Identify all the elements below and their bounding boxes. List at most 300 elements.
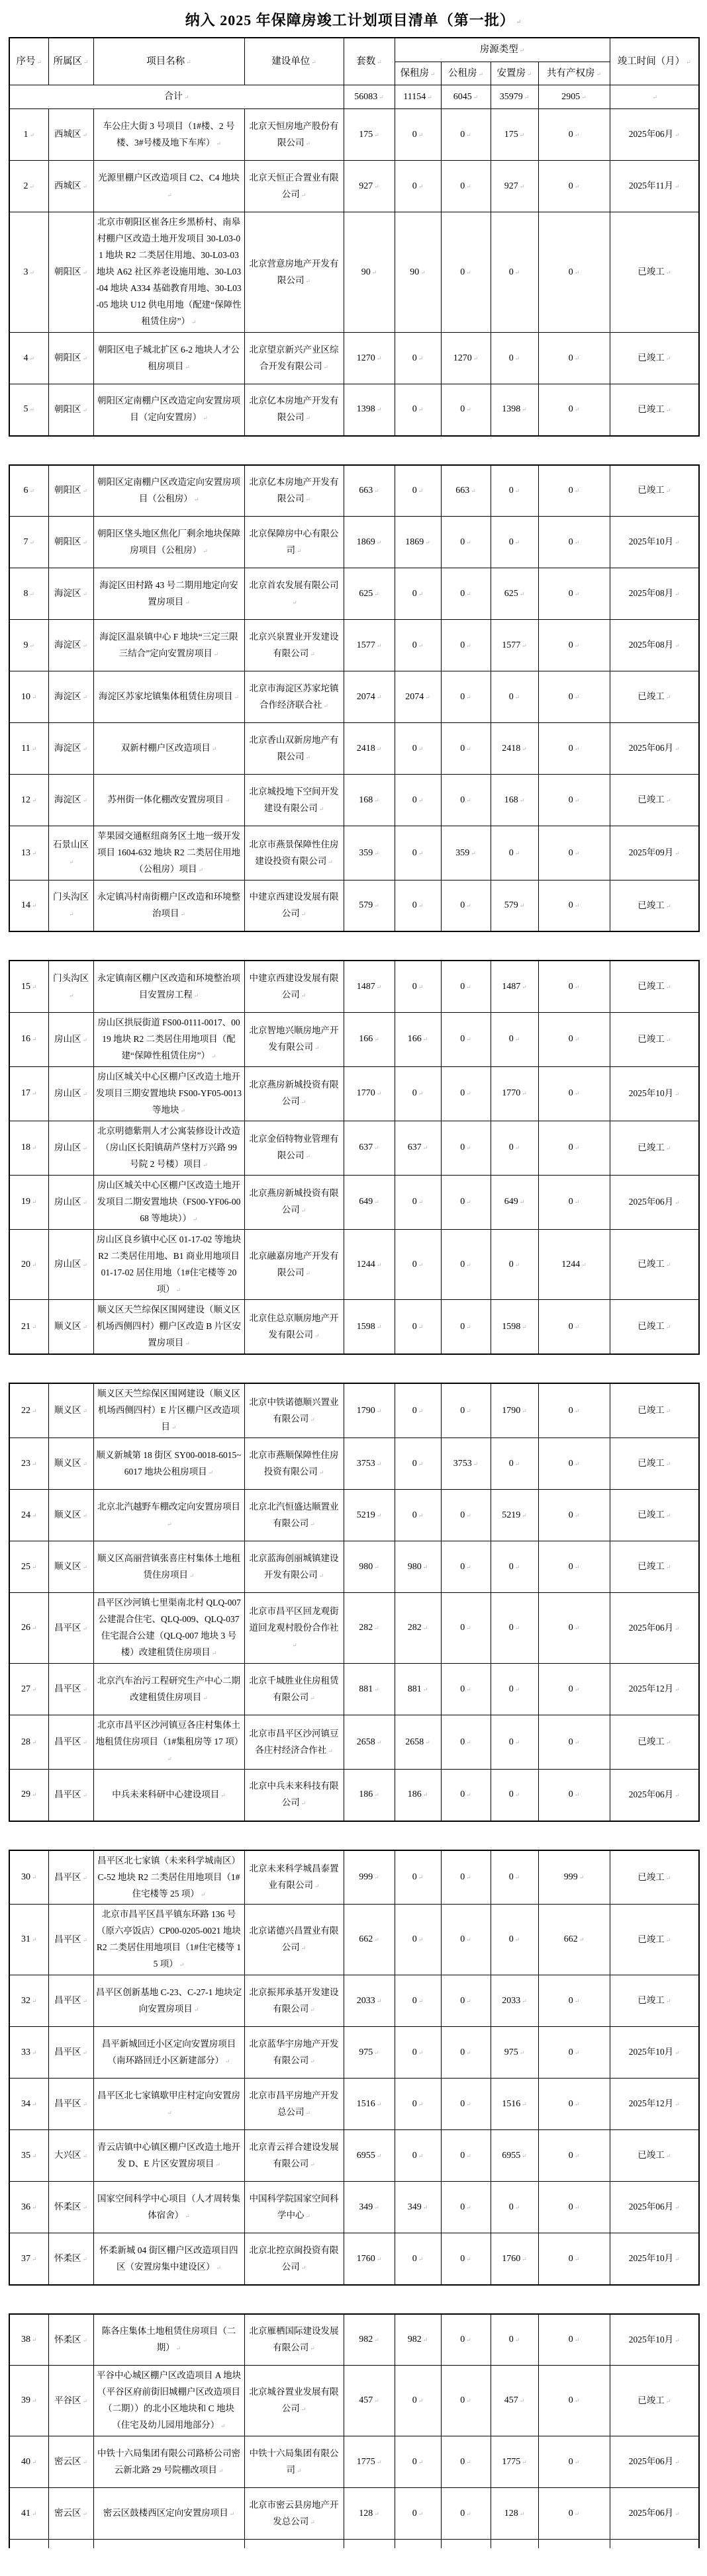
cell-gycq: 1244 ↵	[538, 1229, 610, 1300]
cell-units: 56083 ↵	[344, 85, 395, 109]
cell-units: 881 ↵	[344, 1664, 395, 1715]
cell-district: 平谷区 ↵	[48, 2366, 93, 2436]
col-header-gzf: 公租房 ↵	[441, 62, 491, 85]
cell-azf: 0 ↵	[491, 1121, 538, 1175]
table-row	[9, 161, 699, 212]
cell-azf: 1516 ↵	[491, 2079, 538, 2130]
header-row-1	[9, 38, 699, 62]
cell-bzf: 0 ↵	[395, 333, 441, 384]
cell-gzf: 0 ↵	[441, 723, 491, 775]
table-page-1	[9, 37, 707, 437]
cell-seq: 33 ↵	[9, 2027, 48, 2079]
cell-project: 青云店镇中心镇区棚户区改造土地开发 D、E 片区安置房项目 ↵	[93, 2130, 244, 2182]
table-row	[9, 1438, 699, 1490]
cell-project: 北京明德紫荆人才公寓装修设计改造（房山区长阳镇葫芦垡村万兴路 99 号院 2 号楼）项目 ↵	[93, 1121, 244, 1175]
cell-units: 1244 ↵	[344, 1229, 395, 1300]
cell-builder: 北京首农发展有限公司 ↵	[244, 568, 344, 620]
cell-seq: 10 ↵	[9, 671, 48, 723]
cell-project: 北京市昌平区沙河镇豆各庄村集体土地租赁住房项目（1#集租房等 17 项） ↵	[93, 1715, 244, 1770]
cell-bzf: 166 ↵	[395, 1012, 441, 1066]
cell-completion: 2025年06月 ↵	[610, 1770, 699, 1821]
cell-gycq: 0 ↵	[538, 1383, 610, 1438]
table-row	[9, 2233, 699, 2285]
cell-completion: 已竣工 ↵	[610, 1490, 699, 1541]
cell-seq: 17 ↵	[9, 1066, 48, 1121]
cell-azf: 1487 ↵	[491, 961, 538, 1012]
table-header	[9, 38, 699, 85]
cell-completion: 已竣工 ↵	[610, 465, 699, 517]
cell-district: 朝阳区 ↵	[48, 465, 93, 517]
cell-gzf	[441, 2540, 491, 2548]
col-header-bzf: 保租房 ↵	[395, 62, 441, 85]
cell-gycq: 0 ↵	[538, 2314, 610, 2366]
cell-azf: 175 ↵	[491, 109, 538, 161]
cell-bzf: 90 ↵	[395, 212, 441, 333]
cell-gzf: 0 ↵	[441, 2233, 491, 2285]
cell-completion: 已竣工 ↵	[610, 1121, 699, 1175]
cell-gzf: 0 ↵	[441, 1770, 491, 1821]
cell-builder: 北京诺德兴昌置业有限公司 ↵	[244, 1905, 344, 1975]
cell-project: 朝阳区定南棚户区改造定向安置房项目（公租房） ↵	[93, 465, 244, 517]
cell-gzf: 0 ↵	[441, 568, 491, 620]
cell-seq: 36 ↵	[9, 2182, 48, 2233]
cell-azf: 1760 ↵	[491, 2233, 538, 2285]
cell-gzf: 663 ↵	[441, 465, 491, 517]
cell-district: 海淀区 ↵	[48, 671, 93, 723]
cell-completion: 已竣工 ↵	[610, 1975, 699, 2027]
cell-units: 1790 ↵	[344, 1383, 395, 1438]
cell-district: 石景山区 ↵	[48, 826, 93, 880]
cell-azf: 649 ↵	[491, 1175, 538, 1229]
cell-gycq: 0 ↵	[538, 1175, 610, 1229]
cell-units: 6955 ↵	[344, 2130, 395, 2182]
cell-completion	[610, 85, 699, 109]
cell-gycq: 0 ↵	[538, 1770, 610, 1821]
cell-project: 昌平新城回迁小区定向安置房项目（南环路回迁小区新建部分） ↵	[93, 2027, 244, 2079]
table-row	[9, 384, 699, 436]
cell-gycq: 0 ↵	[538, 2233, 610, 2285]
cell-units: 349 ↵	[344, 2182, 395, 2233]
cell-bzf: 0 ↵	[395, 620, 441, 671]
cell-district: 顺义区 ↵	[48, 1541, 93, 1593]
cell-gycq: 0 ↵	[538, 671, 610, 723]
cell-azf: 0 ↵	[491, 1229, 538, 1300]
cell-gycq: 0 ↵	[538, 826, 610, 880]
cell-district: 朝阳区 ↵	[48, 333, 93, 384]
cell-units: 5219 ↵	[344, 1490, 395, 1541]
cell-seq: 7 ↵	[9, 517, 48, 568]
cell-builder: 北京中兵未来科技有限公司 ↵	[244, 1770, 344, 1821]
cell-completion: 已竣工 ↵	[610, 1541, 699, 1593]
cell-completion: 已竣工 ↵	[610, 775, 699, 826]
cell-units: 175 ↵	[344, 109, 395, 161]
cell-seq: 19 ↵	[9, 1175, 48, 1229]
cell-azf: 1598 ↵	[491, 1300, 538, 1354]
table-row	[9, 1229, 699, 1300]
cell-builder: 北京市密云县房地产开发总公司 ↵	[244, 2488, 344, 2540]
cell-builder: 北京中铁诺德顺兴置业有限公司 ↵	[244, 1383, 344, 1438]
cell-gycq: 0 ↵	[538, 161, 610, 212]
cell-gzf: 0 ↵	[441, 2130, 491, 2182]
cell-district: 怀柔区 ↵	[48, 2314, 93, 2366]
cell-seq: 15 ↵	[9, 961, 48, 1012]
cell-seq: 41 ↵	[9, 2488, 48, 2540]
cell-azf: 1775 ↵	[491, 2436, 538, 2488]
cell-district: 房山区 ↵	[48, 1229, 93, 1300]
cell-completion: 已竣工 ↵	[610, 880, 699, 931]
cell-seq: 27 ↵	[9, 1664, 48, 1715]
cell-units	[344, 2540, 395, 2548]
cell-gzf: 0 ↵	[441, 517, 491, 568]
cell-completion: 已竣工 ↵	[610, 1715, 699, 1770]
cell-seq: 30 ↵	[9, 1850, 48, 1905]
cell-gzf: 0 ↵	[441, 1229, 491, 1300]
cell-azf: 2418 ↵	[491, 723, 538, 775]
table-row	[9, 109, 699, 161]
cell-completion: 已竣工 ↵	[610, 2130, 699, 2182]
cell-gycq: 0 ↵	[538, 1664, 610, 1715]
cell-completion: 已竣工 ↵	[610, 384, 699, 436]
cell-completion: 2025年10月 ↵	[610, 2027, 699, 2079]
cell-project: 房山区拱辰街道 FS00-0111-0017、0019 地块 R2 二类居住用地项目（配建“保障性租赁住房”） ↵	[93, 1012, 244, 1066]
cell-district: 昌平区 ↵	[48, 1593, 93, 1664]
cell-gycq: 0 ↵	[538, 1975, 610, 2027]
cell-azf: 1770 ↵	[491, 1066, 538, 1121]
cell-gycq: 0 ↵	[538, 1593, 610, 1664]
cell-district: 昌平区 ↵	[48, 1975, 93, 2027]
cell-seq: 34 ↵	[9, 2079, 48, 2130]
cell-project: 朝阳区垡头地区焦化厂剩余地块保障房项目（公租房） ↵	[93, 517, 244, 568]
cell-units: 975 ↵	[344, 2027, 395, 2079]
cell-seq: 28 ↵	[9, 1715, 48, 1770]
cell-completion: 2025年06月 ↵	[610, 2436, 699, 2488]
cell-azf: 2033 ↵	[491, 1975, 538, 2027]
cell-completion: 2025年10月 ↵	[610, 2233, 699, 2285]
projects-table	[9, 37, 700, 437]
col-header-azf: 安置房 ↵	[491, 62, 538, 85]
cell-seq: 6 ↵	[9, 465, 48, 517]
cell-seq: 40 ↵	[9, 2436, 48, 2488]
cell-bzf: 0 ↵	[395, 880, 441, 931]
table-row	[9, 1715, 699, 1770]
cell-gycq: 2905 ↵	[538, 85, 610, 109]
table-row	[9, 2182, 699, 2233]
cell-district: 昌平区 ↵	[48, 1905, 93, 1975]
projects-table	[9, 1383, 700, 1821]
cell-seq: 35 ↵	[9, 2130, 48, 2182]
table-body-2	[9, 465, 699, 932]
cell-completion: 2025年06月 ↵	[610, 1175, 699, 1229]
cell-units: 1598 ↵	[344, 1300, 395, 1354]
cell-gycq: 0 ↵	[538, 2366, 610, 2436]
cell-builder: 北京燕房新城投资有限公司 ↵	[244, 1066, 344, 1121]
cell-completion: 已竣工 ↵	[610, 1012, 699, 1066]
table-body-5	[9, 1850, 699, 2285]
cell-builder: 北京雁栖国际建设发展有限公司 ↵	[244, 2314, 344, 2366]
cell-gzf: 0 ↵	[441, 1541, 491, 1593]
cell-gycq: 999 ↵	[538, 1850, 610, 1905]
table-row	[9, 212, 699, 333]
cell-gzf: 0 ↵	[441, 1664, 491, 1715]
cell-completion: 2025年10月 ↵	[610, 1066, 699, 1121]
cell-completion: 已竣工 ↵	[610, 1850, 699, 1905]
cell-district: 海淀区 ↵	[48, 723, 93, 775]
cell-gzf: 6045 ↵	[441, 85, 491, 109]
cell-units: 982 ↵	[344, 2314, 395, 2366]
cell-gzf: 0 ↵	[441, 1715, 491, 1770]
cell-units: 662 ↵	[344, 1905, 395, 1975]
cell-bzf: 0 ↵	[395, 723, 441, 775]
cell-gycq: 0 ↵	[538, 2130, 610, 2182]
cell-units: 1487 ↵	[344, 961, 395, 1012]
cell-completion: 2025年06月 ↵	[610, 723, 699, 775]
cell-seq: 5 ↵	[9, 384, 48, 436]
cell-gycq: 0 ↵	[538, 1438, 610, 1490]
cell-gzf: 0 ↵	[441, 384, 491, 436]
table-page-5	[9, 1850, 707, 2286]
cell-gycq: 0 ↵	[538, 1490, 610, 1541]
cell-builder: 北京智地兴顺房地产开发有限公司 ↵	[244, 1012, 344, 1066]
cell-completion: 2025年06月 ↵	[610, 2488, 699, 2540]
cell-azf: 625 ↵	[491, 568, 538, 620]
cell-project: 车公庄大街 3 号项目（1#楼、2 号楼、3#号楼及地下车库） ↵	[93, 109, 244, 161]
cell-gzf: 0 ↵	[441, 109, 491, 161]
cell-azf: 1790 ↵	[491, 1383, 538, 1438]
cell-district: 西城区 ↵	[48, 109, 93, 161]
cell-builder: 北京市昌平区沙河镇豆各庄村经济合作社 ↵	[244, 1715, 344, 1770]
cell-azf: 0 ↵	[491, 1905, 538, 1975]
cell-completion: 已竣工 ↵	[610, 212, 699, 333]
cell-gycq: 0 ↵	[538, 333, 610, 384]
projects-table	[9, 2313, 700, 2548]
cell-builder: 北京北汽恒盛达顺置业有限公司 ↵	[244, 1490, 344, 1541]
cell-builder: 北京香山双新房地产有限公司 ↵	[244, 723, 344, 775]
cell-district: 顺义区 ↵	[48, 1383, 93, 1438]
cell-project: 苹果园交通枢纽商务区土地一级开发项目 1604-632 地块 R2 二类居住用地（公租房）项目 ↵	[93, 826, 244, 880]
cell-units: 457 ↵	[344, 2366, 395, 2436]
cell-bzf: 0 ↵	[395, 1490, 441, 1541]
cell-completion: 2025年10月 ↵	[610, 2314, 699, 2366]
table-row	[9, 2366, 699, 2436]
page-title-text: 纳入 2025 年保障房竣工计划项目清单（第一批） ↵	[185, 12, 522, 28]
cell-builder: 北京天恒房地产股份有限公司 ↵	[244, 109, 344, 161]
cell-gycq: 0 ↵	[538, 2079, 610, 2130]
cell-units: 663 ↵	[344, 465, 395, 517]
cell-completion: 已竣工 ↵	[610, 1300, 699, 1354]
cell-bzf: 349 ↵	[395, 2182, 441, 2233]
cell-bzf: 0 ↵	[395, 1975, 441, 2027]
cell-units: 1270 ↵	[344, 333, 395, 384]
cell-gzf: 0 ↵	[441, 2182, 491, 2233]
cell-seq: 24 ↵	[9, 1490, 48, 1541]
cell-units: 1760 ↵	[344, 2233, 395, 2285]
cell-seq: 2 ↵	[9, 161, 48, 212]
cell-bzf: 0 ↵	[395, 1905, 441, 1975]
cell-project: 昌平区创新基地 C-23、C-27-1 地块定向安置房项目 ↵	[93, 1975, 244, 2027]
cell-gycq: 0 ↵	[538, 620, 610, 671]
cell-bzf: 2074 ↵	[395, 671, 441, 723]
cell-builder: 中国科学院国家空间科学中心 ↵	[244, 2182, 344, 2233]
cell-builder: 北京城谷置业发展有限公司 ↵	[244, 2366, 344, 2436]
cell-builder: 北京亿本房地产开发有限公司 ↵	[244, 384, 344, 436]
cell-builder: 北京燕房新城投资有限公司 ↵	[244, 1175, 344, 1229]
table-row	[9, 1770, 699, 1821]
col-header-project: 项目名称 ↵	[93, 38, 244, 85]
cell-gzf: 359 ↵	[441, 826, 491, 880]
cell-project: 昌平区北七家镇（未来科学城南区）C-52 地块 R2 二类居住用地项目（1#住宅楼等 25 项） ↵	[93, 1850, 244, 1905]
cell-project: 北京汽车治污工程研究生产中心二期改建租赁住房项目 ↵	[93, 1664, 244, 1715]
cell-gycq: 0 ↵	[538, 1066, 610, 1121]
table-row	[9, 465, 699, 517]
cell-project: 中铁十六局集团有限公司路桥公司密云新北路 29 号院棚改项目 ↵	[93, 2436, 244, 2488]
cell-gzf: 0 ↵	[441, 1066, 491, 1121]
cell-units: 359 ↵	[344, 826, 395, 880]
table-body-6	[9, 2314, 699, 2548]
cell-completion: 2025年12月 ↵	[610, 1664, 699, 1715]
table-row	[9, 1066, 699, 1121]
table-row	[9, 2314, 699, 2366]
total-row	[9, 85, 699, 109]
cell-gzf: 0 ↵	[441, 671, 491, 723]
cell-district: 昌平区 ↵	[48, 1850, 93, 1905]
table-body-3	[9, 961, 699, 1354]
cell-seq: 32 ↵	[9, 1975, 48, 2027]
table-row	[9, 1850, 699, 1905]
cell-builder: 北京振邦承基开发建设有限公司 ↵	[244, 1975, 344, 2027]
cell-district: 大兴区 ↵	[48, 2130, 93, 2182]
cell-bzf: 0 ↵	[395, 1229, 441, 1300]
table-row	[9, 1905, 699, 1975]
cell-completion: 2025年06月 ↵	[610, 109, 699, 161]
cell-seq	[9, 2540, 48, 2548]
cell-gzf: 0 ↵	[441, 161, 491, 212]
table-row	[9, 1175, 699, 1229]
cell-project: 房山区良乡镇中心区 01-17-02 等地块 R2 二类居住用地、B1 商业用地项目 01-17-02 居住用地（1#住宅楼等 20 项） ↵	[93, 1229, 244, 1300]
cell-project: 苏州街一体化棚改安置房项目 ↵	[93, 775, 244, 826]
cell-district: 门头沟区 ↵	[48, 880, 93, 931]
cell-builder: 北京市燕景保障性住房建设投资有限公司 ↵	[244, 826, 344, 880]
cell-gzf: 0 ↵	[441, 1905, 491, 1975]
cell-gycq: 0 ↵	[538, 723, 610, 775]
cell-completion: 已竣工 ↵	[610, 671, 699, 723]
cell-project: 永定镇冯村南街棚户区改造和环境整治项目 ↵	[93, 880, 244, 931]
cell-bzf: 186 ↵	[395, 1770, 441, 1821]
table-row	[9, 620, 699, 671]
cell-district: 朝阳区 ↵	[48, 517, 93, 568]
col-header-gycq: 共有产权房 ↵	[538, 62, 610, 85]
cell-gzf: 0 ↵	[441, 1975, 491, 2027]
cell-azf: 0 ↵	[491, 2182, 538, 2233]
cell-gycq: 0 ↵	[538, 2488, 610, 2540]
cell-gzf: 0 ↵	[441, 2488, 491, 2540]
table-row	[9, 723, 699, 775]
cell-gzf: 3753 ↵	[441, 1438, 491, 1490]
cell-project: 顺义区天竺综保区围网建设（顺义区机场西侧四村）棚户区改造 B 片区安置房项目 ↵	[93, 1300, 244, 1354]
cell-builder: 北京市昌平区回龙观街道回龙观村股份合作社 ↵	[244, 1593, 344, 1664]
cell-district: 朝阳区 ↵	[48, 212, 93, 333]
cell-builder: 北京市燕顺保障性住房投资有限公司 ↵	[244, 1438, 344, 1490]
cell-builder: 北京保障房中心有限公司 ↵	[244, 517, 344, 568]
col-header-type-group: 房源类型 ↵	[395, 38, 610, 62]
cell-azf: 0 ↵	[491, 1715, 538, 1770]
table-row	[9, 775, 699, 826]
cell-seq: 8 ↵	[9, 568, 48, 620]
cell-gzf: 0 ↵	[441, 1121, 491, 1175]
cell-units: 2418 ↵	[344, 723, 395, 775]
cell-project: 海淀区温泉镇中心 F 地块“三定三限三结合”定向安置房项目 ↵	[93, 620, 244, 671]
cell-gzf: 0 ↵	[441, 1300, 491, 1354]
cell-gycq: 0 ↵	[538, 880, 610, 931]
cell-bzf: 0 ↵	[395, 161, 441, 212]
cell-project: 光源里棚户区改造项目 C2、C4 地块 ↵	[93, 161, 244, 212]
cell-district: 怀柔区 ↵	[48, 2182, 93, 2233]
cell-builder: 北京青云祥合建设发展有限公司 ↵	[244, 2130, 344, 2182]
cell-seq: 12 ↵	[9, 775, 48, 826]
cell-district: 昌平区 ↵	[48, 1770, 93, 1821]
cell-district: 西城区 ↵	[48, 161, 93, 212]
cell-bzf: 0 ↵	[395, 2079, 441, 2130]
cell-gycq: 0 ↵	[538, 2436, 610, 2488]
cell-gycq: 0 ↵	[538, 384, 610, 436]
table-row	[9, 333, 699, 384]
cell-bzf: 0 ↵	[395, 384, 441, 436]
cell-azf: 6955 ↵	[491, 2130, 538, 2182]
cell-district: 怀柔区 ↵	[48, 2233, 93, 2285]
cell-bzf: 0 ↵	[395, 109, 441, 161]
cell-units: 1516 ↵	[344, 2079, 395, 2130]
cell-project: 陈各庄集体土地租赁住房项目（二期） ↵	[93, 2314, 244, 2366]
cell-azf: 927 ↵	[491, 161, 538, 212]
cell-builder: 中建京西建设发展有限公司 ↵	[244, 880, 344, 931]
cell-district: 房山区 ↵	[48, 1066, 93, 1121]
cell-completion: 已竣工 ↵	[610, 961, 699, 1012]
cell-project: 双新村棚户区改造项目 ↵	[93, 723, 244, 775]
cell-builder	[244, 2540, 344, 2548]
cell-project: 北京市朝阳区崔各庄乡黑桥村、南皋村棚户区改造土地开发项目 30-L03-01 地块 R2 二类居住用地、30-L03-03 地块 A62 社区养老设施用地、30-L03-04 地块 A334 基础教育用地、30-L03-05 地块 U12 供电用地（配建“保障性租赁住房”） ↵	[93, 212, 244, 333]
cell-azf: 0 ↵	[491, 1593, 538, 1664]
cell-seq: 38 ↵	[9, 2314, 48, 2366]
cell-seq: 21 ↵	[9, 1300, 48, 1354]
cell-gycq: 0 ↵	[538, 109, 610, 161]
cell-district: 房山区 ↵	[48, 1012, 93, 1066]
cell-azf: 0 ↵	[491, 2314, 538, 2366]
table-body-1	[9, 85, 699, 436]
cell-gycq: 0 ↵	[538, 465, 610, 517]
cell-units: 625 ↵	[344, 568, 395, 620]
cell-bzf: 0 ↵	[395, 2366, 441, 2436]
cell-units: 282 ↵	[344, 1593, 395, 1664]
cell-completion: 已竣工 ↵	[610, 333, 699, 384]
col-header-units: 套数 ↵	[344, 38, 395, 85]
cell-gzf: 0 ↵	[441, 1383, 491, 1438]
cell-completion: 2025年10月 ↵	[610, 517, 699, 568]
cell-gzf: 0 ↵	[441, 212, 491, 333]
cell-bzf: 0 ↵	[395, 2436, 441, 2488]
cell-seq: 29 ↵	[9, 1770, 48, 1821]
cell-gycq: 0 ↵	[538, 1715, 610, 1770]
cell-completion: 2025年09月 ↵	[610, 826, 699, 880]
cell-gzf: 0 ↵	[441, 2027, 491, 2079]
cell-project: 密云区鼓楼西区定向安置房项目 ↵	[93, 2488, 244, 2540]
cell-units: 927 ↵	[344, 161, 395, 212]
cell-azf: 0 ↵	[491, 1664, 538, 1715]
cell-seq: 31 ↵	[9, 1905, 48, 1975]
cell-gycq: 0 ↵	[538, 1541, 610, 1593]
cell-azf: 168 ↵	[491, 775, 538, 826]
cell-azf: 128 ↵	[491, 2488, 538, 2540]
cell-bzf: 0 ↵	[395, 1850, 441, 1905]
cell-builder: 北京市海淀区苏家坨镇合作经济联合社 ↵	[244, 671, 344, 723]
